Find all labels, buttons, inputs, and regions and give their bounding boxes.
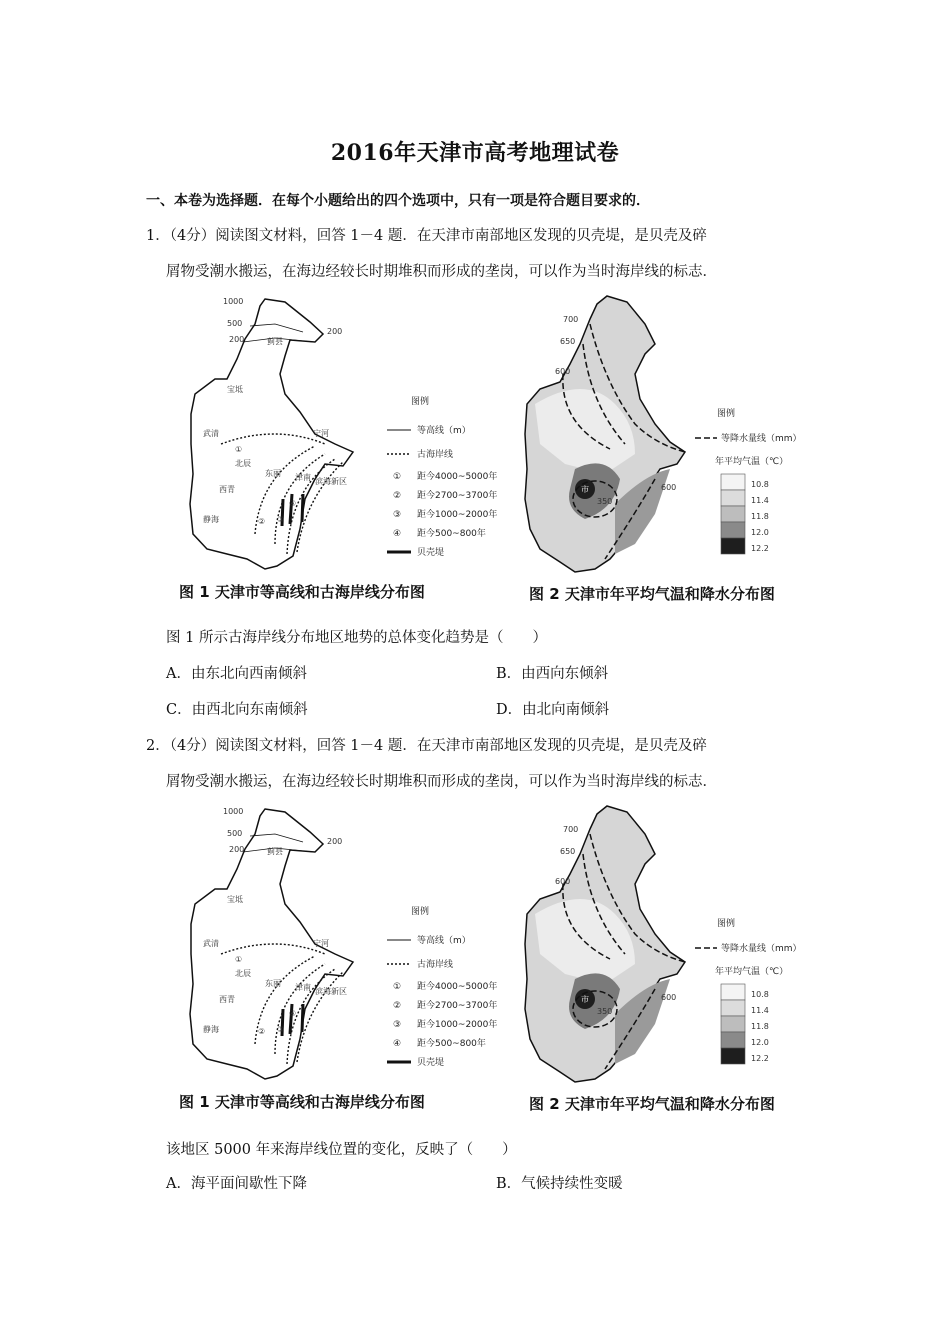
fig2-isohyet-600b: 600 xyxy=(661,483,677,492)
fig1-place-wuqing: 武清 xyxy=(203,429,219,438)
fig1-legend-age-2: 距今2700~3700年 xyxy=(417,491,498,501)
fig1-place-ninghe: 宁河 xyxy=(313,939,329,948)
fig1-legend-mark-1: ① xyxy=(393,982,402,992)
fig1-place-xiqing: 西青 xyxy=(219,995,235,1004)
q2-line2: 屑物受潮水搬运，在海边经较长时期堆积而形成的垄岗，可以作为当时海岸线的标志． xyxy=(166,774,717,790)
fig1-place-xiqing: 西青 xyxy=(219,485,235,494)
fig1-legend-contour: 等高线（m） xyxy=(417,426,471,436)
fig1-caption: 图 1 天津市等高线和古海岸线分布图 xyxy=(179,583,425,601)
q2-option-a[interactable]: A．海平面间歇性下降 xyxy=(166,1176,307,1192)
fig1-map xyxy=(190,297,353,569)
q1-stem: 图 1 所示古海岸线分布地区地势的总体变化趋势是（ ） xyxy=(166,630,547,646)
fig2-isohyet-650: 650 xyxy=(560,337,576,346)
fig1-mark-1: ① xyxy=(235,445,243,454)
fig1-mark-4: ④ xyxy=(289,1009,297,1018)
q2-figure xyxy=(165,804,825,1124)
fig1-legend-coastline: 古海岸线 xyxy=(417,450,454,460)
fig2-caption: 图 2 天津市年平均气温和降水分布图 xyxy=(529,585,775,603)
fig2-isohyet-650: 650 xyxy=(560,847,576,856)
q1-figure xyxy=(165,294,825,614)
fig2-legend-temp: 年平均气温（℃） xyxy=(715,967,789,977)
fig2-temp-3: 11.8 xyxy=(751,1022,769,1031)
fig1-contour-200a: 200 xyxy=(229,335,245,344)
fig1-legend xyxy=(387,395,497,558)
fig2-legend-copy xyxy=(695,917,802,1064)
fig1-place-jinnan: 津南 xyxy=(295,983,311,992)
fig1-legend-mark-1: ① xyxy=(393,472,402,482)
fig1-place-jinghai: 静海 xyxy=(203,515,219,524)
q1-option-d[interactable]: D．由北向南倾斜 xyxy=(496,702,610,718)
q2-stem: 该地区 5000 年来海岸线位置的变化，反映了（ ） xyxy=(166,1142,517,1158)
fig1-legend-title: 图例 xyxy=(411,397,430,407)
fig2-legend xyxy=(695,407,802,554)
q1-option-b[interactable]: B．由西向东倾斜 xyxy=(496,666,609,682)
q2-option-b[interactable]: B．气候持续性变暖 xyxy=(496,1176,623,1192)
fig1-place-beichen: 北辰 xyxy=(235,459,251,468)
fig1-legend-age-4: 距今500~800年 xyxy=(417,1039,486,1049)
q1-line2: 屑物受潮水搬运，在海边经较长时期堆积而形成的垄岗，可以作为当时海岸线的标志． xyxy=(166,264,717,280)
fig1-legend-age-1: 距今4000~5000年 xyxy=(417,982,498,992)
q1-option-a[interactable]: A．由东北向西南倾斜 xyxy=(166,666,307,682)
fig1-place-dongli: 东丽 xyxy=(265,469,281,478)
q2-line1: 2．（4分）阅读图文材料，回答 1－4 题．在天津市南部地区发现的贝壳堤，是贝壳及碎 xyxy=(146,738,707,754)
fig2-isohyet-600a: 600 xyxy=(555,367,571,376)
fig1-contour-200b: 200 xyxy=(327,327,343,336)
q1-line1: 1．（4分）阅读图文材料，回答 1－4 题．在天津市南部地区发现的贝壳堤，是贝壳及碎 xyxy=(146,228,707,244)
fig1-mark-3: ③ xyxy=(277,1025,285,1034)
fig1-contour-500: 500 xyxy=(227,319,243,328)
fig1-legend-age-3: 距今1000~2000年 xyxy=(417,510,498,520)
fig1-place-baodi: 宝坻 xyxy=(227,895,243,904)
fig1-legend-age-1: 距今4000~5000年 xyxy=(417,472,498,482)
fig2-temp-4: 12.0 xyxy=(751,1038,769,1047)
fig2-isohyet-350: 350 xyxy=(597,497,613,506)
fig1-legend-mark-4: ④ xyxy=(393,1039,402,1049)
fig1-legend-title: 图例 xyxy=(411,907,430,917)
fig1-mark-2: ② xyxy=(258,517,266,526)
fig1-legend-mark-3: ③ xyxy=(393,1020,402,1030)
fig2-legend-temp: 年平均气温（℃） xyxy=(715,457,789,467)
fig2-map-copy xyxy=(525,806,685,1082)
fig1-mark-4: ④ xyxy=(289,499,297,508)
fig2-caption: 图 2 天津市年平均气温和降水分布图 xyxy=(529,1095,775,1113)
fig2-isohyet-700: 700 xyxy=(563,315,579,324)
fig2-legend-isohyet: 等降水量线（mm） xyxy=(721,434,802,444)
fig2-temp-4: 12.0 xyxy=(751,528,769,537)
fig1-legend-mark-2: ② xyxy=(393,491,402,501)
fig1-legend-copy xyxy=(387,905,497,1068)
fig1-mark-1: ① xyxy=(235,955,243,964)
fig2-temp-5: 12.2 xyxy=(751,1054,769,1063)
fig1-place-wuqing: 武清 xyxy=(203,939,219,948)
fig1-place-ninghe: 宁河 xyxy=(313,429,329,438)
fig1-map-copy xyxy=(190,807,353,1079)
fig1-contour-1000: 1000 xyxy=(223,807,244,816)
fig1-legend-shell-ridge: 贝壳堤 xyxy=(417,548,445,558)
fig2-temp-5: 12.2 xyxy=(751,544,769,553)
fig1-caption: 图 1 天津市等高线和古海岸线分布图 xyxy=(179,1093,425,1111)
fig2-legend-title: 图例 xyxy=(717,409,736,419)
fig1-mark-2: ② xyxy=(258,1027,266,1036)
fig2-temp-2: 11.4 xyxy=(751,496,769,505)
fig1-place-jinnan: 津南 xyxy=(295,473,311,482)
fig2-legend-isohyet: 等降水量线（mm） xyxy=(721,944,802,954)
fig1-place-jixian: 蓟县 xyxy=(267,337,283,346)
fig2-temp-3: 11.8 xyxy=(751,512,769,521)
fig2-isohyet-600a: 600 xyxy=(555,877,571,886)
q1-figure-svg xyxy=(165,294,825,614)
fig2-city-label: 市 xyxy=(581,995,589,1004)
fig1-place-jixian: 蓟县 xyxy=(267,847,283,856)
fig2-temp-1: 10.8 xyxy=(751,480,769,489)
fig1-legend-mark-3: ③ xyxy=(393,510,402,520)
fig1-place-baodi: 宝坻 xyxy=(227,385,243,394)
q2-figure-svg xyxy=(165,804,825,1124)
fig1-legend-coastline: 古海岸线 xyxy=(417,960,454,970)
fig1-legend-contour: 等高线（m） xyxy=(417,936,471,946)
fig1-place-binhai: 滨海新区 xyxy=(315,987,347,996)
q1-option-c[interactable]: C．由西北向东南倾斜 xyxy=(166,702,308,718)
fig1-contour-200a: 200 xyxy=(229,845,245,854)
fig1-place-binhai: 滨海新区 xyxy=(315,477,347,486)
fig1-place-jinghai: 静海 xyxy=(203,1025,219,1034)
fig2-isohyet-350: 350 xyxy=(597,1007,613,1016)
fig1-legend-age-2: 距今2700~3700年 xyxy=(417,1001,498,1011)
fig1-legend-mark-4: ④ xyxy=(393,529,402,539)
fig1-place-dongli: 东丽 xyxy=(265,979,281,988)
fig2-map xyxy=(525,296,685,572)
fig2-temp-2: 11.4 xyxy=(751,1006,769,1015)
fig2-isohyet-700: 700 xyxy=(563,825,579,834)
fig2-legend-title: 图例 xyxy=(717,919,736,929)
fig1-place-beichen: 北辰 xyxy=(235,969,251,978)
fig1-legend-age-3: 距今1000~2000年 xyxy=(417,1020,498,1030)
fig1-legend-mark-2: ② xyxy=(393,1001,402,1011)
fig1-contour-1000: 1000 xyxy=(223,297,244,306)
section-heading: 一、本卷为选择题．在每个小题给出的四个选项中，只有一项是符合题目要求的． xyxy=(146,193,650,209)
fig1-mark-3: ③ xyxy=(277,515,285,524)
fig1-legend-shell-ridge: 贝壳堤 xyxy=(417,1058,445,1068)
fig1-legend-age-4: 距今500~800年 xyxy=(417,529,486,539)
fig1-contour-500: 500 xyxy=(227,829,243,838)
page-title: 2016年天津市高考地理试卷 xyxy=(330,140,620,166)
fig2-city-label: 市 xyxy=(581,485,589,494)
fig2-temp-1: 10.8 xyxy=(751,990,769,999)
fig1-contour-200b: 200 xyxy=(327,837,343,846)
fig2-isohyet-600b: 600 xyxy=(661,993,677,1002)
